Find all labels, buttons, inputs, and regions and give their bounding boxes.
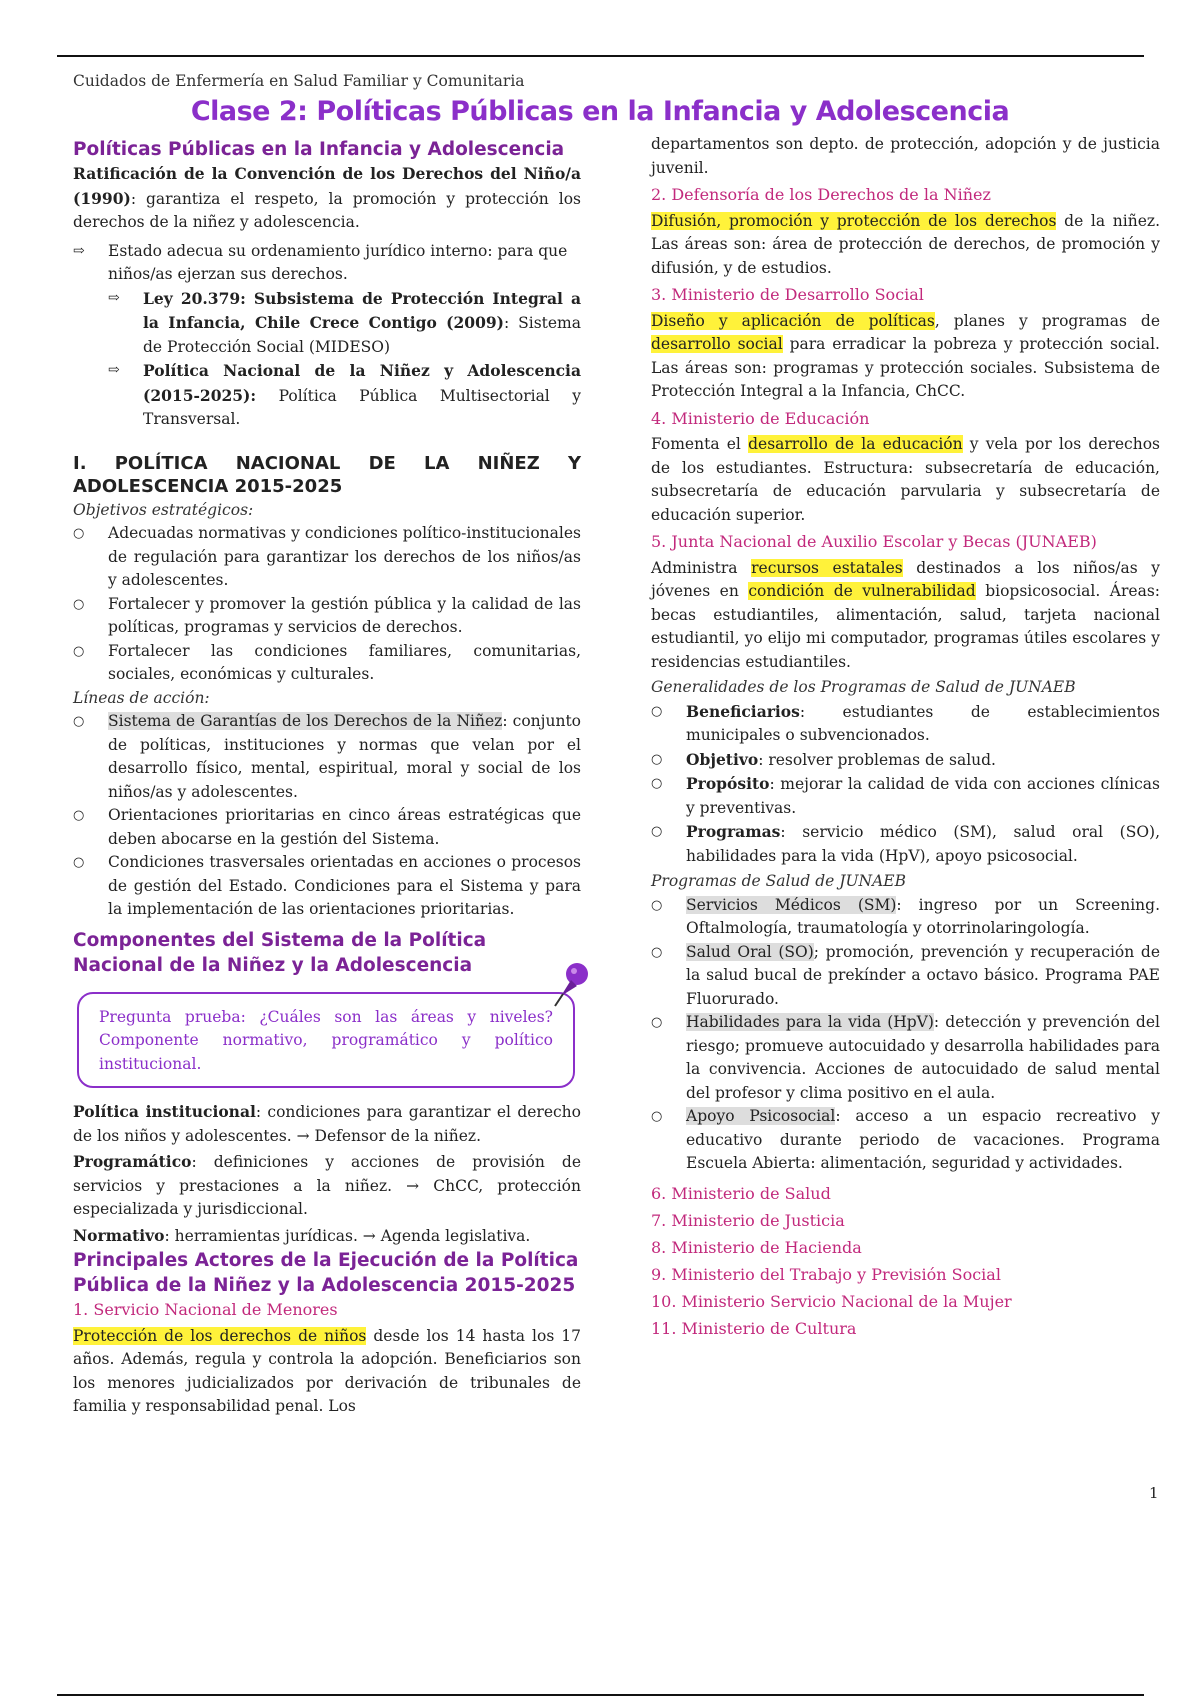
lineas-label: Líneas de acción: — [73, 688, 210, 707]
top-rule — [57, 55, 1144, 57]
ratification-title: Ratificación de la Convención de los Derechos del Niño/a (1990) — [73, 164, 581, 208]
institucional-title: Política institucional — [73, 1102, 256, 1121]
course-name: Cuidados de Enfermería en Salud Familiar y Comunitaria — [73, 72, 525, 90]
ministry-heading: 8. Ministerio de Hacienda — [651, 1237, 862, 1257]
lineas-list — [73, 710, 581, 922]
generalidades-label: Generalidades de los Programas de Salud de JUNAEB — [651, 678, 1076, 696]
objetivo-item: ○ Fortalecer las condiciones familiares, comunitarias, sociales, económicas y culturales. — [73, 640, 581, 687]
linea-highlight: Sistema de Garantías de los Derechos de la Niñez — [108, 712, 503, 730]
actor-heading-educacion: 4. Ministerio de Educación — [651, 408, 870, 428]
programa-text: ; promoción, prevención y recuperación de la salud bucal de prekínder a octavo básico. Programa PAE Fluorurado. — [686, 942, 1160, 1008]
exam-question-callout — [77, 992, 575, 1089]
ley-item — [108, 287, 581, 360]
estado-sublist — [108, 287, 581, 432]
pushpin-icon — [551, 960, 591, 1010]
estado-item — [73, 240, 581, 432]
actor-junaeb-text: Administra — [651, 558, 752, 577]
estado-text: Estado adecua su ordenamiento jurídico interno: para que niños/as ejerzan sus derechos. — [108, 241, 568, 283]
ministry-heading: 11. Ministerio de Cultura — [651, 1318, 857, 1338]
sename-continuation: departamentos son depto. de protección, adopción y de justicia juvenil. — [651, 135, 1160, 177]
highlight: Protección de los derechos de niños — [73, 1326, 367, 1345]
actor-junaeb-text: destinados a los niños/as y jóvenes en — [651, 558, 1161, 600]
actor-educacion-text: y vela por los derechos de los estudiantes. Estructura: subsecretaría de educación, subsecretaría de educación parvularia y subsecretaría de educación superior. — [651, 435, 1160, 524]
bottom-rule — [57, 1694, 1144, 1696]
programas-list — [651, 894, 1160, 1176]
institucional-text: : condiciones para garantizar el derecho de los niños y adolescentes. → Defensor de la niñez. — [73, 1103, 581, 1145]
section-heading-politica-nacional: I. POLÍTICA NACIONAL DE LA NIÑEZ Y ADOLESCENCIA 2015-2025 — [73, 452, 581, 497]
ratification-text: : garantiza el respeto, la promoción y protección los derechos de la niñez y adolescencia. — [73, 189, 581, 231]
generalidad-text: : servicio médico (SM), salud oral (SO), habilidades para la vida (HpV), apoyo psicosocial. — [686, 823, 1160, 865]
actor-desarrollo-text: , planes y programas de — [934, 311, 1160, 330]
section-heading-politicas: Políticas Públicas en la Infancia y Adolescencia — [73, 139, 565, 160]
politica-item — [108, 359, 581, 432]
actor-heading-junaeb: 5. Junta Nacional de Auxilio Escolar y Becas (JUNAEB) — [651, 532, 1097, 551]
programas-label: Programas de Salud de JUNAEB — [651, 872, 906, 890]
actor-educacion-paragraph — [651, 433, 1160, 527]
actor-desarrollo-text: para erradicar la pobreza y protección social. Las áreas son: programas y protección sociales. Subsistema de Protección Integral a la Infancia, ChCC. — [651, 335, 1160, 400]
actor-heading-defensoria: 2. Defensoría de los Derechos de la Niñez — [651, 185, 991, 204]
institucional-paragraph — [73, 1100, 581, 1148]
highlight: Difusión, promoción y protección de los derechos — [651, 211, 1057, 230]
politica-text: Política Pública Multisectorial y Transversal. — [143, 386, 581, 428]
ministry-heading: 6. Ministerio de Salud — [651, 1183, 831, 1203]
actor-educacion-text: Fomenta el — [651, 435, 749, 453]
programa-item — [651, 1105, 1160, 1176]
actor-heading-sename: 1. Servicio Nacional de Menores — [73, 1300, 338, 1319]
normativo-text: : herramientas jurídicas. → Agenda legislativa. — [164, 1226, 531, 1245]
actor-junaeb-paragraph — [651, 557, 1160, 675]
programatico-paragraph — [73, 1150, 581, 1222]
objetivos-label: Objetivos estratégicos: — [73, 500, 254, 519]
generalidad-item — [651, 820, 1160, 868]
actor-heading-desarrollo-social: 3. Ministerio de Desarrollo Social — [651, 285, 924, 304]
actor-sename-text: desde los 14 hasta los 17 años. Además, regula y controla la adopción. Beneficiarios son los menores judicializados por derivación de tribunales de familia y responsabilidad penal. Los — [73, 1326, 581, 1415]
linea-item: ○ Orientaciones prioritarias en cinco áreas estratégicas que deben abocarse en la gestión del Sistema. — [73, 804, 581, 851]
programa-item — [651, 1011, 1160, 1105]
programatico-text: : definiciones y acciones de provisión de servicios y prestaciones a la niñez. → ChCC, protección especializada y jurisdiccional. — [73, 1153, 581, 1218]
highlight: recursos estatales — [751, 558, 903, 577]
linea-text: : conjunto de políticas, instituciones y normas que velan por el desarrollo físico, mental, espiritual, moral y social de los niños/as y adolescentes. — [108, 712, 581, 801]
programa-text: : ingreso por un Screening. Oftalmología, traumatología y otorrinolaringología. — [686, 895, 1160, 937]
actor-defensoria-paragraph — [651, 210, 1160, 281]
ministry-heading: 7. Ministerio de Justicia — [651, 1210, 845, 1230]
actor-defensoria-text: de la niñez. Las áreas son: área de protección de derechos, de promoción y difusión, y de estudios. — [651, 211, 1160, 277]
generalidad-item — [651, 700, 1160, 748]
generalidad-text: : mejorar la calidad de vida con acciones clínicas y preventivas. — [686, 775, 1160, 817]
actor-sename-paragraph — [73, 1325, 581, 1419]
generalidad-text: : estudiantes de establecimientos municipales o subvencionados. — [686, 702, 1160, 744]
highlight: desarrollo de la educación — [748, 435, 963, 453]
generalidad-item — [651, 772, 1160, 820]
normativo-paragraph — [73, 1224, 581, 1249]
generalidad-title: Objetivo — [686, 749, 759, 769]
programa-highlight: Salud Oral (SO) — [686, 942, 814, 961]
generalidades-list — [651, 700, 1160, 869]
linea-item: ○ Condiciones trasversales orientadas en acciones o procesos de gestión del Estado. Condiciones para el Sistema y para la implementación de las orientaciones prioritarias. — [73, 851, 581, 922]
generalidad-item — [651, 748, 1160, 773]
objetivo-item: ○ Fortalecer y promover la gestión pública y la calidad de las políticas, programas y servicios de derechos. — [73, 593, 581, 640]
page-title: Clase 2: Políticas Públicas en la Infancia y Adolescencia — [190, 96, 1010, 127]
page-number: 1 — [1149, 1484, 1159, 1502]
programa-text: : detección y prevención del riesgo; promueve autocuidado y desarrolla habilidades para la convivencia. Acciones de autocuidado de salud mental del profesor y clima positivo en el aula. — [686, 1013, 1160, 1102]
objetivo-item: ○ Adecuadas normativas y condiciones político-institucionales de regulación para garantizar los derechos de los niños/as y adolescentes. — [73, 522, 581, 593]
programatico-title: Programático — [73, 1152, 192, 1171]
actor-junaeb-text: biopsicosocial. Áreas: becas estudiantiles, alimentación, salud, tarjeta nacional estudiantil, yo elijo mi computador, programas útiles escolares y residencias estudiantiles. — [651, 582, 1161, 671]
linea-item — [73, 710, 581, 804]
programa-highlight: Servicios Médicos (SM) — [686, 895, 897, 914]
right-column — [651, 133, 1160, 1342]
generalidad-title: Propósito — [686, 774, 770, 793]
section-heading-actores: Principales Actores de la Ejecución de la Política Pública de la Niñez y la Adolescencia 2015-2025 — [73, 1250, 579, 1296]
politica-title: Política Nacional de la Niñez y Adolescencia (2015-2025): — [143, 361, 581, 405]
section-heading-componentes: Componentes del Sistema de la Política Nacional de la Niñez y la Adolescencia — [73, 929, 487, 976]
ministry-heading: 9. Ministerio del Trabajo y Previsión Social — [651, 1264, 1001, 1284]
generalidad-title: Programas — [686, 822, 781, 841]
highlight: desarrollo social — [651, 335, 783, 353]
highlight: Diseño y aplicación de políticas — [651, 311, 935, 330]
ley-text: : Sistema de Protección Social (MIDESO) — [143, 314, 581, 356]
callout-text: Pregunta prueba: ¿Cuáles son las áreas y niveles? Componente normativo, programático y político institucional. — [99, 1007, 553, 1073]
programa-item — [651, 894, 1160, 941]
programa-highlight: Habilidades para la vida (HpV) — [686, 1013, 934, 1031]
ministry-heading: 10. Ministerio Servicio Nacional de la Mujer — [651, 1291, 1012, 1311]
programa-item — [651, 941, 1160, 1012]
left-column — [73, 137, 581, 1419]
ley-title: Ley 20.379: Subsistema de Protección Integral a la Infancia, Chile Crece Contigo (2009) — [143, 288, 581, 332]
estado-list — [73, 240, 581, 432]
generalidad-text: : resolver problemas de salud. — [758, 750, 996, 769]
objetivos-list — [73, 522, 581, 687]
programa-text: : acceso a un espacio recreativo y educativo durante periodo de vacaciones. Programa Escuela Abierta: alimentación, seguridad y actividades. — [686, 1107, 1160, 1172]
highlight: condición de vulnerabilidad — [748, 582, 976, 600]
actor-desarrollo-paragraph — [651, 310, 1160, 404]
normativo-title: Normativo — [73, 1225, 165, 1245]
ratification-paragraph — [73, 162, 581, 235]
generalidad-title: Beneficiarios — [686, 701, 800, 721]
programa-highlight: Apoyo Psicosocial — [686, 1107, 836, 1125]
